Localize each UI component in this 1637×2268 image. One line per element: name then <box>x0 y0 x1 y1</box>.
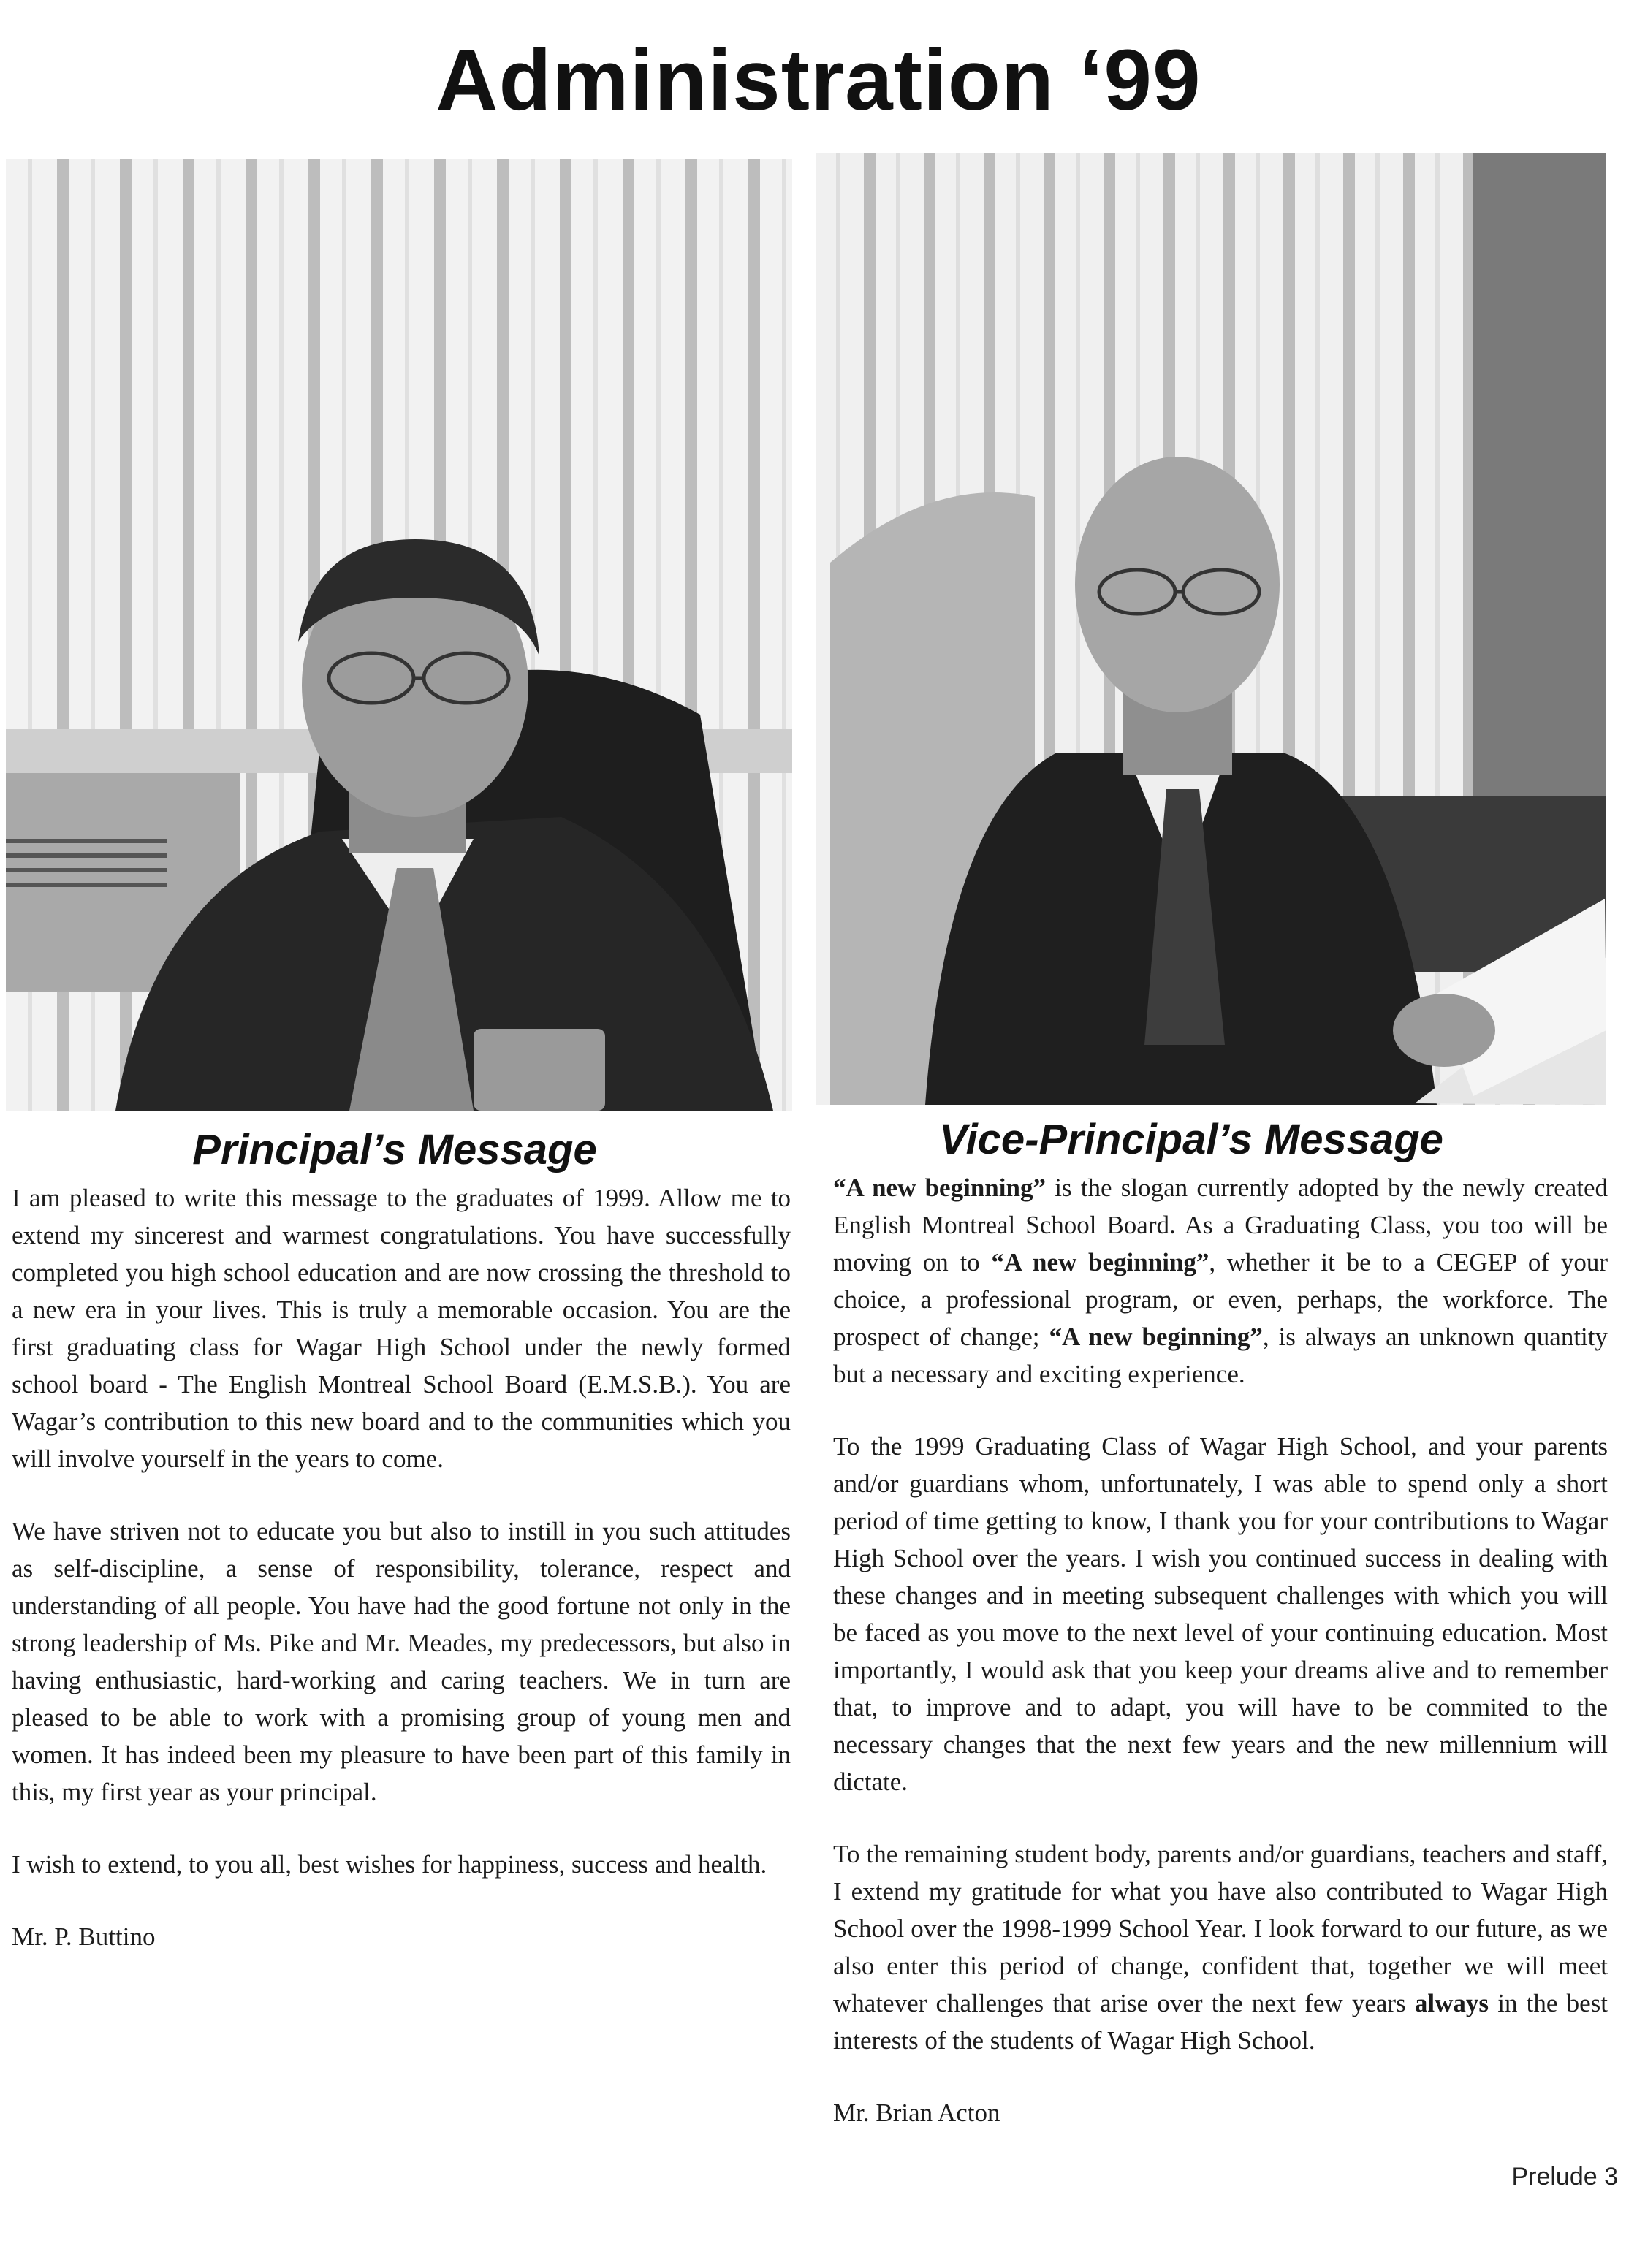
principal-message-heading: Principal’s Message <box>192 1126 597 1173</box>
principal-paragraph-2: We have striven not to educate you but also to instill in you such attitudes as self-discipline, a sense of responsibility, tolerance, respect and understanding of all people. You have had the good fortune not only in the strong leadership of Ms. Pike and Mr. Meades, my predecessors, but also in having enthusiastic, hard-working and caring teachers. We in turn are pleased to be able to work with a promising group of young men and women. It has indeed been my pleasure to have been part of this family in this, my first year as your principal. <box>12 1517 791 1806</box>
vice-principal-message-heading: Vice-Principal’s Message <box>939 1116 1443 1163</box>
vice-principal-message-body <box>833 1169 1608 2166</box>
principal-signature: Mr. P. Buttino <box>12 1922 156 1951</box>
page-footer: Prelude 3 <box>1511 2163 1618 2191</box>
vice-principal-signature: Mr. Brian Acton <box>833 2098 1000 2127</box>
paragraph-text: To the remaining student body, parents and/or guardians, teachers and staff, I extend my gratitude for what you have also contributed to Wagar High School over the 1998-1999 School Year. I look forward to our future, as we also enter this period of change, confident that, together we will meet whatever challenges that arise over the next few years <box>833 1840 1608 2017</box>
principal-message-body <box>12 1179 791 1990</box>
vice-principal-photo-graphic <box>816 153 1606 1105</box>
principal-photo-graphic <box>6 159 792 1111</box>
paragraph-text: in the best interests of the students of Wagar High School. <box>833 1989 1608 2055</box>
paragraph-text: , is always an unknown quantity but a necessary and exciting experience. <box>833 1323 1608 1388</box>
always-emphasis: always <box>1414 1989 1489 2017</box>
principal-paragraph-3: I wish to extend, to you all, best wishes for happiness, success and health. <box>12 1850 767 1879</box>
paragraph-text: is the slogan currently adopted by the newly created English Montreal School Board. As a Graduating Class, you too will be moving on to <box>833 1173 1608 1276</box>
principal-paragraph-1: I am pleased to write this message to the graduates of 1999. Allow me to extend my sincerest and warmest congratulations. You have successfully completed you high school education and are now crossing the threshold to a new era in your lives. This is truly a memorable occasion. You are the first graduating class for Wagar High School under the newly formed school board - The English Montreal School Board (E.M.S.B.). You are Wagar’s contribution to this new board and to the communities which you will involve yourself in the years to come. <box>12 1184 791 1473</box>
page-title: Administration ‘99 <box>436 32 1201 129</box>
slogan-emphasis: “A new beginning” <box>833 1173 1046 1202</box>
slogan-emphasis: “A new beginning” <box>1049 1323 1263 1351</box>
slogan-emphasis: “A new beginning” <box>991 1248 1209 1276</box>
vice-principal-paragraph-3 <box>833 1835 1608 2059</box>
paragraph-text: , whether it be to a CEGEP of your choice, a professional program, or even, perhaps, the workforce. The prospect of change; <box>833 1248 1608 1351</box>
vice-principal-paragraph-1 <box>833 1169 1608 1393</box>
vice-principal-paragraph-2: To the 1999 Graduating Class of Wagar High School, and your parents and/or guardians whom, unfortunately, I was able to spend only a short period of time getting to know, I thank you for your contributions to Wagar High School over the years. I wish you continued success in dealing with these changes and in meeting subsequent challenges with which you will be faced as you move to the next level of your continuing education. Most importantly, I would ask that you keep your dreams alive and to remember that, to improve and to adapt, you will have to be commited to the necessary changes that the next few years and the new millennium will dictate. <box>833 1432 1608 1796</box>
vice-principal-portrait-photo <box>816 153 1606 1105</box>
principal-portrait-photo <box>6 159 792 1111</box>
